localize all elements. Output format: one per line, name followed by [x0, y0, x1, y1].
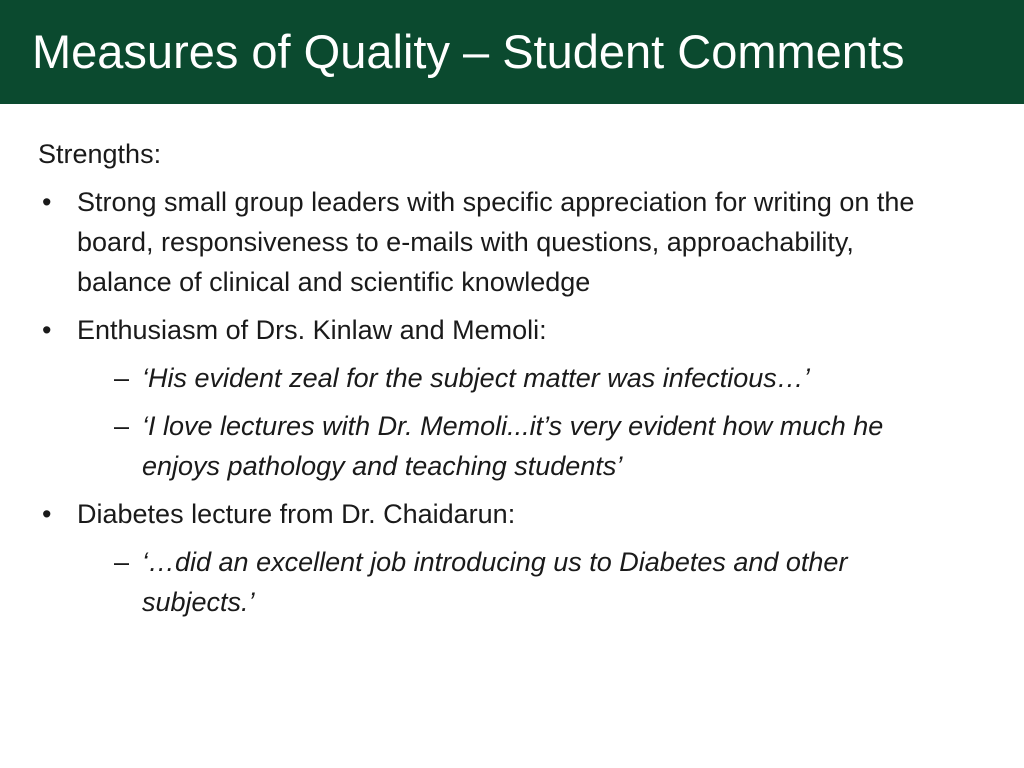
dash-icon: – — [114, 411, 130, 441]
bullet-item — [38, 182, 938, 302]
bullet-text: Diabetes lecture from Dr. Chaidarun: — [77, 499, 516, 529]
quote-item — [38, 406, 938, 486]
quote-list — [38, 358, 938, 486]
bullet-item — [38, 494, 938, 534]
quote-text: ‘His evident zeal for the subject matter was infectious…’ — [142, 363, 810, 393]
bullet-icon: • — [42, 315, 52, 345]
quote-text: ‘I love lectures with Dr. Memoli...it’s very evident how much he enjoys pathology and teaching students’ — [142, 411, 884, 481]
strengths-heading: Strengths: — [38, 139, 162, 169]
quote-item — [38, 542, 938, 622]
quote-list — [38, 542, 938, 622]
title-bar — [0, 0, 1024, 104]
bullet-icon: • — [42, 187, 52, 217]
quote-text: ‘…did an excellent job introducing us to Diabetes and other subjects.’ — [142, 547, 848, 617]
dash-icon: – — [114, 547, 130, 577]
slide-title: Measures of Quality – Student Comments — [32, 25, 905, 78]
dash-icon: – — [114, 363, 130, 393]
bullet-item — [38, 310, 938, 350]
bullet-text: Enthusiasm of Drs. Kinlaw and Memoli: — [77, 315, 547, 345]
quote-item — [38, 358, 938, 398]
slide-body — [38, 134, 938, 630]
bullet-icon: • — [42, 499, 52, 529]
bullet-text: Strong small group leaders with specific appreciation for writing on the board, responsiveness to e-mails with questions, approachability, balance of clinical and scientific knowledge — [77, 187, 915, 297]
